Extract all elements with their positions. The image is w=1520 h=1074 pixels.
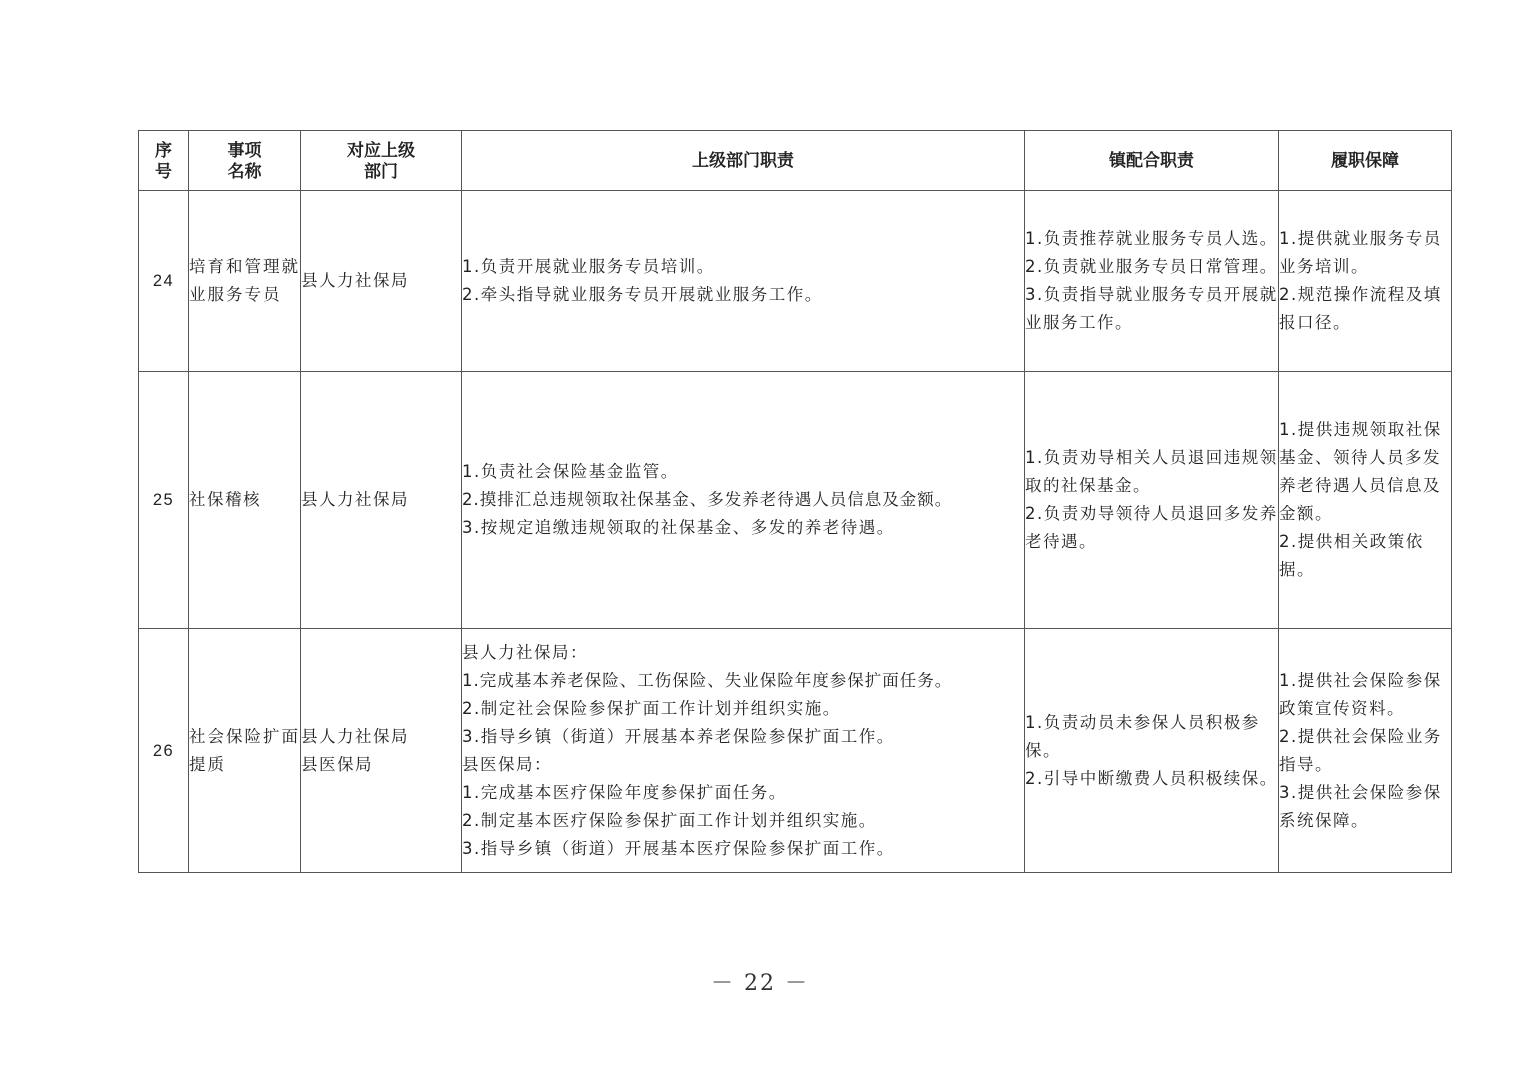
town-duties: 1.负责推荐就业服务专员人选。 2.负责就业服务专员日常管理。 3.负责指导就业服务专员开展就业服务工作。 (1025, 191, 1279, 372)
header-guarantee: 履职保障 (1279, 131, 1452, 191)
row-number: 25 (139, 372, 189, 629)
dept-name: 县人力社保局 (301, 191, 462, 372)
header-no: 序 号 (139, 131, 189, 191)
item-name: 社会保险扩面提质 (189, 629, 301, 873)
dept-name: 县人力社保局 县医保局 (301, 629, 462, 873)
page-number: － 22 － (711, 971, 809, 996)
duties-table (138, 130, 1452, 873)
row-number: 26 (139, 629, 189, 873)
guarantee: 1.提供就业服务专员业务培训。 2.规范操作流程及填报口径。 (1279, 191, 1452, 372)
table-row (139, 372, 1452, 629)
upper-duties: 县人力社保局： 1.完成基本养老保险、工伤保险、失业保险年度参保扩面任务。 2.制定社会保险参保扩面工作计划并组织实施。 3.指导乡镇（街道）开展基本养老保险参保扩面工作。 县医保局： 1.完成基本医疗保险年度参保扩面任务。 2.制定基本医疗保险参保扩面工作计划并组织实施。 3.指导乡镇（街道）开展基本医疗保险参保扩面工作。 (462, 629, 1025, 873)
table-row (139, 629, 1452, 873)
item-name: 社保稽核 (189, 372, 301, 629)
header-town: 镇配合职责 (1025, 131, 1279, 191)
upper-duties: 1.负责社会保险基金监管。 2.摸排汇总违规领取社保基金、多发养老待遇人员信息及金额。 3.按规定追缴违规领取的社保基金、多发的养老待遇。 (462, 372, 1025, 629)
item-name: 培育和管理就业服务专员 (189, 191, 301, 372)
header-item: 事项 名称 (189, 131, 301, 191)
header-dept: 对应上级 部门 (301, 131, 462, 191)
upper-duties: 1.负责开展就业服务专员培训。 2.牵头指导就业服务专员开展就业服务工作。 (462, 191, 1025, 372)
row-number: 24 (139, 191, 189, 372)
town-duties: 1.负责动员未参保人员积极参保。 2.引导中断缴费人员积极续保。 (1025, 629, 1279, 873)
table-row (139, 191, 1452, 372)
town-duties: 1.负责劝导相关人员退回违规领取的社保基金。 2.负责劝导领待人员退回多发养老待遇。 (1025, 372, 1279, 629)
guarantee: 1.提供违规领取社保基金、领待人员多发养老待遇人员信息及金额。 2.提供相关政策依据。 (1279, 372, 1452, 629)
header-upper: 上级部门职责 (462, 131, 1025, 191)
dept-name: 县人力社保局 (301, 372, 462, 629)
guarantee: 1.提供社会保险参保政策宣传资料。 2.提供社会保险业务指导。 3.提供社会保险参保系统保障。 (1279, 629, 1452, 873)
header-row (139, 131, 1452, 191)
